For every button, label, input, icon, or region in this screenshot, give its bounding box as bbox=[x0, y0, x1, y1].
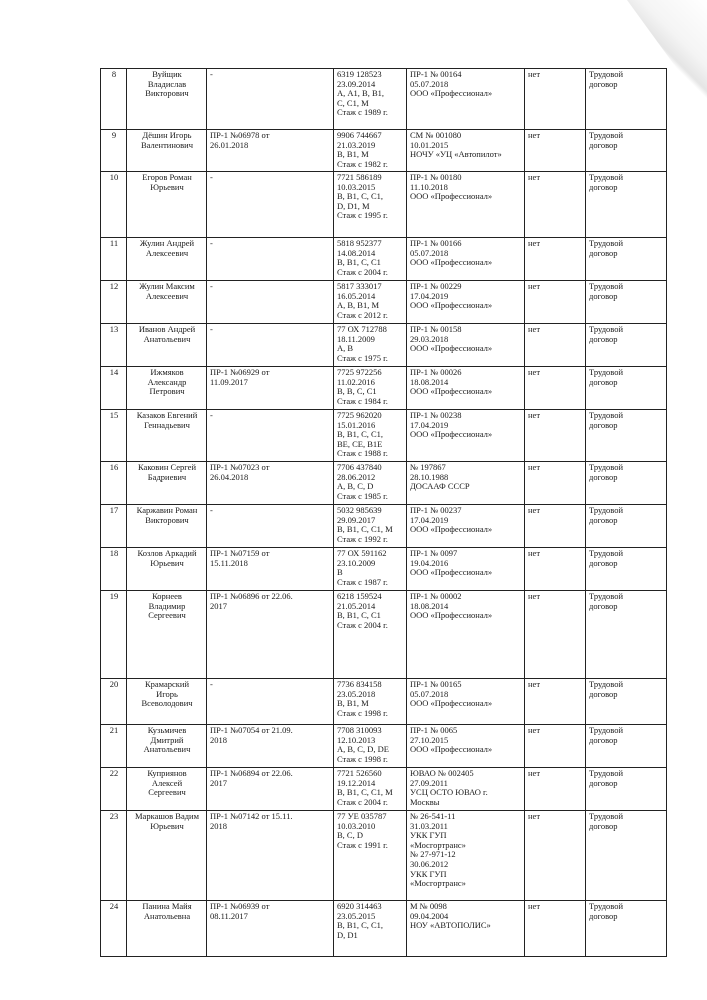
table-row bbox=[101, 324, 667, 367]
cell-training: ПР-1 № 00165 05.07.2018 ООО «Профессионал» bbox=[407, 679, 525, 725]
cell-license: 77 УЕ 035787 10.03.2010 В, С, D Стаж с 1991 г. bbox=[334, 811, 407, 901]
cell-num: 13 bbox=[101, 324, 127, 367]
cell-num: 14 bbox=[101, 367, 127, 410]
table-row bbox=[101, 130, 667, 172]
cell-license: 6920 314463 23.05.2015 В, В1, С, С1, D, D1 bbox=[334, 901, 407, 957]
cell-license: 9906 744667 21.03.2019 В, В1, М Стаж с 1982 г. bbox=[334, 130, 407, 172]
table-row bbox=[101, 591, 667, 679]
cell-training: ПР-1 № 00166 05.07.2018 ООО «Профессионал» bbox=[407, 238, 525, 281]
cell-num: 16 bbox=[101, 462, 127, 505]
cell-license: 77 ОХ 591162 23.10.2009 В Стаж с 1987 г. bbox=[334, 548, 407, 591]
cell-cert: - bbox=[207, 238, 334, 281]
cell-name: Каржавин Роман Викторович bbox=[127, 505, 207, 548]
cell-num: 17 bbox=[101, 505, 127, 548]
cell-cert: ПР-1 №06978 от 26.01.2018 bbox=[207, 130, 334, 172]
cell-name: Кузьмичев Дмитрий Анатольевич bbox=[127, 725, 207, 768]
table-row bbox=[101, 505, 667, 548]
cell-status: нет bbox=[525, 172, 586, 238]
cell-cert: - bbox=[207, 69, 334, 130]
cell-license: 7725 962020 15.01.2016 В, В1, С, С1, ВЕ, СЕ, В1Е Стаж с 1988 г. bbox=[334, 410, 407, 462]
table-row bbox=[101, 462, 667, 505]
cell-contract: Трудовой договор bbox=[586, 410, 667, 462]
cell-num: 22 bbox=[101, 768, 127, 811]
cell-cert: - bbox=[207, 172, 334, 238]
cell-name: Жулин Андрей Алексеевич bbox=[127, 238, 207, 281]
cell-cert: ПР-1 №07142 от 15.11. 2018 bbox=[207, 811, 334, 901]
cell-num: 21 bbox=[101, 725, 127, 768]
cell-num: 15 bbox=[101, 410, 127, 462]
cell-contract: Трудовой договор bbox=[586, 768, 667, 811]
cell-status: нет bbox=[525, 591, 586, 679]
table-row bbox=[101, 281, 667, 324]
table-row bbox=[101, 811, 667, 901]
cell-contract: Трудовой договор bbox=[586, 172, 667, 238]
cell-contract: Трудовой договор bbox=[586, 462, 667, 505]
cell-contract: Трудовой договор bbox=[586, 548, 667, 591]
cell-training: № 26-541-11 31.03.2011 УКК ГУП «Мосгортранс» № 27-971-12 30.06.2012 УКК ГУП «Мосгортранс» bbox=[407, 811, 525, 901]
cell-cert: - bbox=[207, 679, 334, 725]
cell-name: Панина Майя Анатольевна bbox=[127, 901, 207, 957]
cell-license: 7708 310093 12.10.2013 А, В, С, D, DE Стаж с 1998 г. bbox=[334, 725, 407, 768]
cell-license: 7736 834158 23.05.2018 В, В1, М Стаж с 1998 г. bbox=[334, 679, 407, 725]
cell-num: 19 bbox=[101, 591, 127, 679]
cell-name: Корнеев Владимир Сергеевич bbox=[127, 591, 207, 679]
cell-license: 7725 972256 11.02.2016 В, В, С, С1 Стаж с 1984 г. bbox=[334, 367, 407, 410]
cell-status: нет bbox=[525, 725, 586, 768]
cell-training: ПР-1 № 00002 18.08.2014 ООО «Профессионал» bbox=[407, 591, 525, 679]
cell-num: 10 bbox=[101, 172, 127, 238]
cell-training: № 197867 28.10.1988 ДОСААФ СССР bbox=[407, 462, 525, 505]
cell-license: 6218 159524 21.05.2014 В, В1, С, С1 Стаж с 2004 г. bbox=[334, 591, 407, 679]
cell-contract: Трудовой договор bbox=[586, 238, 667, 281]
cell-cert: ПР-1 №06896 от 22.06. 2017 bbox=[207, 591, 334, 679]
cell-license: 7721 586189 10.03.2015 В, В1, С, С1, D, D1, М Стаж с 1995 г. bbox=[334, 172, 407, 238]
cell-cert: ПР-1 №07159 от 15.11.2018 bbox=[207, 548, 334, 591]
cell-name: Козлов Аркадий Юрьевич bbox=[127, 548, 207, 591]
cell-status: нет bbox=[525, 679, 586, 725]
table-row bbox=[101, 172, 667, 238]
cell-status: нет bbox=[525, 69, 586, 130]
cell-cert: ПР-1 №06894 от 22.06. 2017 bbox=[207, 768, 334, 811]
cell-num: 9 bbox=[101, 130, 127, 172]
cell-contract: Трудовой договор bbox=[586, 591, 667, 679]
cell-license: 7706 437840 28.06.2012 А, В, С, D Стаж с 1985 г. bbox=[334, 462, 407, 505]
cell-name: Иванов Андрей Анатольевич bbox=[127, 324, 207, 367]
cell-training: ЮВАО № 002405 27.09.2011 УСЦ ОСТО ЮВАО г. Москвы bbox=[407, 768, 525, 811]
cell-training: ПР-1 № 00229 17.04.2019 ООО «Профессионал» bbox=[407, 281, 525, 324]
cell-name: Крамарский Игорь Всеволодович bbox=[127, 679, 207, 725]
cell-contract: Трудовой договор bbox=[586, 324, 667, 367]
table-row bbox=[101, 548, 667, 591]
cell-name: Куприянов Алексей Сергеевич bbox=[127, 768, 207, 811]
cell-cert: - bbox=[207, 324, 334, 367]
cell-name: Вуйщик Владислав Викторович bbox=[127, 69, 207, 130]
drivers-table bbox=[100, 68, 667, 957]
cell-training: ПР-1 № 0065 27.10.2015 ООО «Профессионал» bbox=[407, 725, 525, 768]
cell-status: нет bbox=[525, 281, 586, 324]
cell-license: 7721 526560 19.12.2014 В, В1, С, С1, М Стаж с 2004 г. bbox=[334, 768, 407, 811]
cell-cert: - bbox=[207, 505, 334, 548]
cell-num: 24 bbox=[101, 901, 127, 957]
cell-contract: Трудовой договор bbox=[586, 281, 667, 324]
cell-training: ПР-1 № 0097 19.04.2016 ООО «Профессионал» bbox=[407, 548, 525, 591]
cell-num: 11 bbox=[101, 238, 127, 281]
table-row bbox=[101, 238, 667, 281]
cell-training: ПР-1 № 00238 17.04.2019 ООО «Профессионал» bbox=[407, 410, 525, 462]
table-row bbox=[101, 679, 667, 725]
cell-contract: Трудовой договор bbox=[586, 725, 667, 768]
cell-status: нет bbox=[525, 462, 586, 505]
table-row bbox=[101, 901, 667, 957]
cell-contract: Трудовой договор bbox=[586, 130, 667, 172]
cell-status: нет bbox=[525, 130, 586, 172]
cell-cert: ПР-1 №06929 от 11.09.2017 bbox=[207, 367, 334, 410]
cell-status: нет bbox=[525, 811, 586, 901]
cell-name: Казаков Евгений Геннадьевич bbox=[127, 410, 207, 462]
cell-license: 77 ОХ 712788 18.11.2009 А, В Стаж с 1975 г. bbox=[334, 324, 407, 367]
cell-status: нет bbox=[525, 548, 586, 591]
cell-cert: ПР-1 №07054 от 21.09. 2018 bbox=[207, 725, 334, 768]
table-row bbox=[101, 768, 667, 811]
cell-training: М № 0098 09.04.2004 НОУ «АВТОПОЛИС» bbox=[407, 901, 525, 957]
cell-training: ПР-1 № 00180 11.10.2018 ООО «Профессионал» bbox=[407, 172, 525, 238]
cell-contract: Трудовой договор bbox=[586, 505, 667, 548]
cell-license: 6319 128523 23.09.2014 А, А1, В, В1, С, С1, М Стаж с 1989 г. bbox=[334, 69, 407, 130]
cell-status: нет bbox=[525, 901, 586, 957]
table-row bbox=[101, 367, 667, 410]
cell-cert: - bbox=[207, 281, 334, 324]
table-row bbox=[101, 69, 667, 130]
table-row bbox=[101, 410, 667, 462]
cell-contract: Трудовой договор bbox=[586, 679, 667, 725]
table-row bbox=[101, 725, 667, 768]
cell-status: нет bbox=[525, 410, 586, 462]
cell-status: нет bbox=[525, 505, 586, 548]
cell-num: 12 bbox=[101, 281, 127, 324]
cell-num: 20 bbox=[101, 679, 127, 725]
cell-training: ПР-1 № 00237 17.04.2019 ООО «Профессионал» bbox=[407, 505, 525, 548]
cell-training: ПР-1 № 00026 18.08.2014 ООО «Профессионал» bbox=[407, 367, 525, 410]
cell-name: Маркашов Вадим Юрьевич bbox=[127, 811, 207, 901]
cell-name: Каковин Сергей Бадриевич bbox=[127, 462, 207, 505]
cell-name: Егоров Роман Юрьевич bbox=[127, 172, 207, 238]
cell-training: СМ № 001080 10.01.2015 НОЧУ «УЦ «Автопилот» bbox=[407, 130, 525, 172]
cell-contract: Трудовой договор bbox=[586, 367, 667, 410]
cell-status: нет bbox=[525, 324, 586, 367]
drivers-table-body bbox=[101, 69, 667, 957]
cell-num: 18 bbox=[101, 548, 127, 591]
cell-status: нет bbox=[525, 768, 586, 811]
cell-name: Дёшин Игорь Валентинович bbox=[127, 130, 207, 172]
cell-status: нет bbox=[525, 367, 586, 410]
cell-name: Жулин Максим Алексеевич bbox=[127, 281, 207, 324]
cell-license: 5817 333017 16.05.2014 А, В, В1, М Стаж с 2012 г. bbox=[334, 281, 407, 324]
cell-contract: Трудовой договор bbox=[586, 901, 667, 957]
cell-training: ПР-1 № 00158 29.03.2018 ООО «Профессионал» bbox=[407, 324, 525, 367]
cell-cert: ПР-1 №06939 от 08.11.2017 bbox=[207, 901, 334, 957]
cell-num: 23 bbox=[101, 811, 127, 901]
cell-training: ПР-1 № 00164 05.07.2018 ООО «Профессионал» bbox=[407, 69, 525, 130]
cell-status: нет bbox=[525, 238, 586, 281]
cell-contract: Трудовой договор bbox=[586, 811, 667, 901]
cell-cert: - bbox=[207, 410, 334, 462]
cell-name: Ижмяков Александр Петрович bbox=[127, 367, 207, 410]
cell-num: 8 bbox=[101, 69, 127, 130]
cell-license: 5032 985639 29.09.2017 В, В1, С, С1, М Стаж с 1992 г. bbox=[334, 505, 407, 548]
cell-cert: ПР-1 №07023 от 26.04.2018 bbox=[207, 462, 334, 505]
cell-contract: Трудовой договор bbox=[586, 69, 667, 130]
cell-license: 5818 952377 14.08.2014 В, В1, С, С1 Стаж с 2004 г. bbox=[334, 238, 407, 281]
